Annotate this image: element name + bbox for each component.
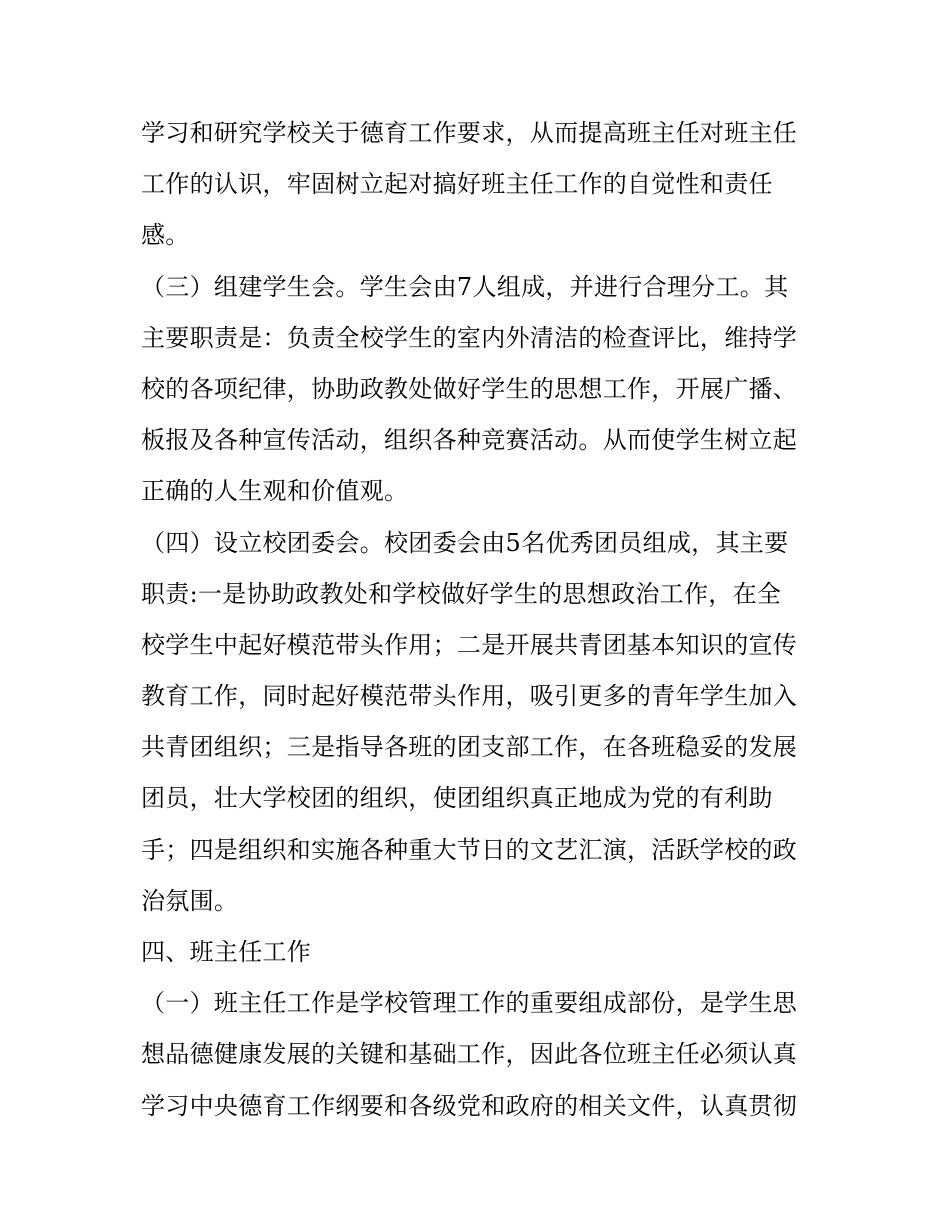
text-line: 教育工作，同时起好模范带头作用，吸引更多的青年学生加入: [141, 682, 798, 711]
text-line: 感。: [141, 221, 190, 250]
text-line: 共青团组织；三是指导各班的团支部工作，在各班稳妥的发展: [141, 733, 798, 762]
section-3-heading-line: （三）组建学生会。学生会由7人组成，并进行合理分工。其: [141, 272, 789, 301]
text-line: 团员，壮大学校团的组织，使团组织真正地成为党的有利助: [141, 784, 773, 813]
text-line: 主要职责是：负责全校学生的室内外清洁的检查评比，维持学: [141, 323, 798, 352]
section-4-heading-line: （四）设立校团委会。校团委会由5名优秀团员组成，其主要: [141, 528, 789, 557]
text-line: 治氛围。: [141, 886, 239, 915]
text-line: 板报及各种宣传活动，组织各种竞赛活动。从而使学生树立起: [141, 426, 798, 455]
text-line: 正确的人生观和价值观。: [141, 477, 409, 506]
chapter-heading-homeroom-teacher: 四、班主任工作: [141, 938, 312, 966]
text-line: 职责:一是协助政教处和学校做好学生的思想政治工作，在全: [141, 579, 782, 608]
text-line: 工作的认识，牢固树立起对搞好班主任工作的自觉性和责任: [141, 170, 773, 199]
text-line: 想品德健康发展的关键和基础工作，因此各位班主任必须认真: [141, 1040, 798, 1069]
text-line: 学习和研究学校关于德育工作要求，从而提高班主任对班主任: [141, 119, 798, 147]
text-line: 校的各项纪律，协助政教处做好学生的思想工作，开展广播、: [141, 374, 798, 403]
text-line: 手；四是组织和实施各种重大节日的文艺汇演，活跃学校的政: [141, 835, 798, 864]
body-text: [141, 108, 821, 1132]
subsection-1-heading-line: （一）班主任工作是学校管理工作的重要组成部份，是学生思: [141, 989, 798, 1018]
text-line: 学习中央德育工作纲要和各级党和政府的相关文件，认真贯彻: [141, 1091, 798, 1120]
text-line: 校学生中起好模范带头作用；二是开展共青团基本知识的宣传: [141, 630, 798, 659]
